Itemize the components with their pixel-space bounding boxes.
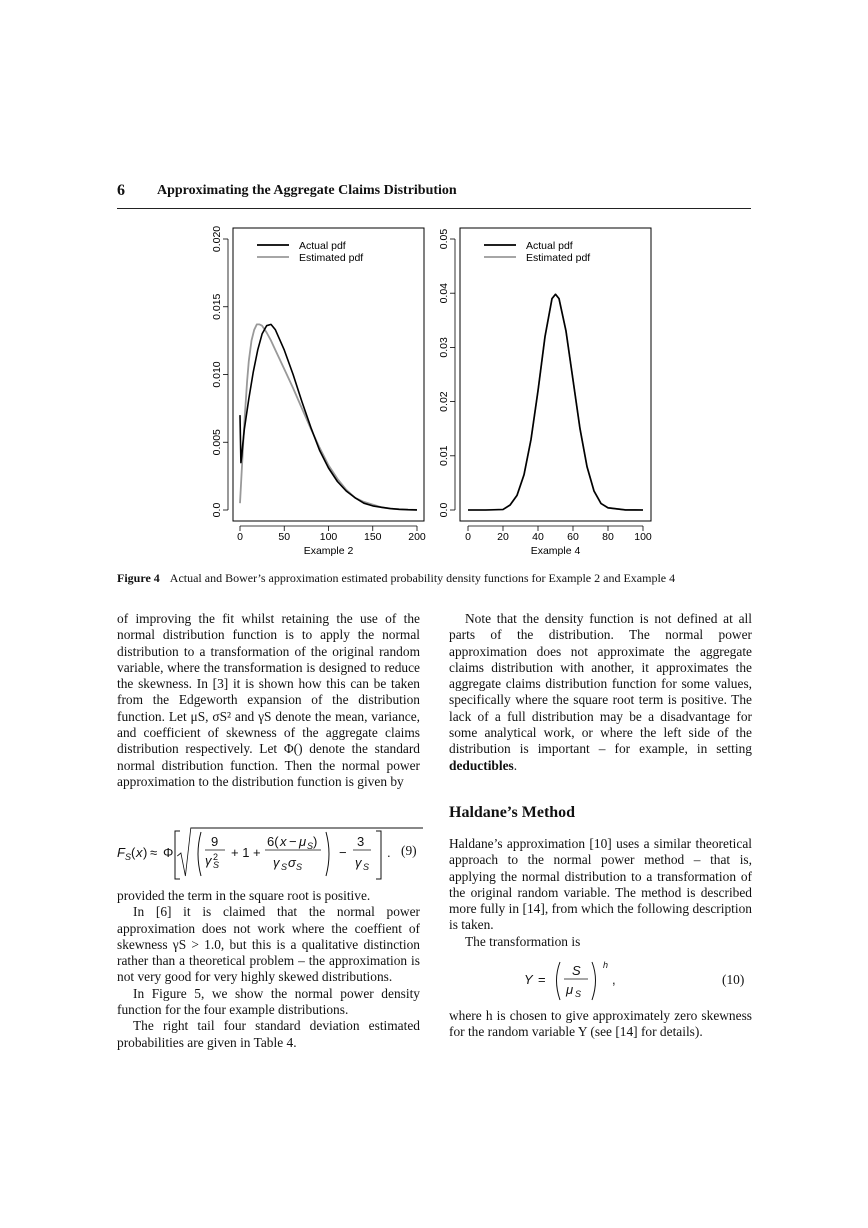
svg-text:,: , — [612, 972, 616, 987]
paragraph-left-2: provided the term in the square root is positive. — [117, 888, 371, 903]
svg-text:≈: ≈ — [150, 845, 158, 860]
x-tick-label: 0 — [237, 531, 243, 543]
series-line — [468, 294, 643, 510]
right-column-continued — [449, 836, 752, 950]
equation-9 — [117, 826, 423, 882]
svg-text:x: x — [280, 834, 287, 849]
svg-text:σ: σ — [288, 855, 296, 870]
chart-example-2 — [211, 226, 426, 557]
equation-10-number: (10) — [722, 972, 745, 987]
y-tick-label: 0.02 — [438, 391, 450, 412]
paragraph-right-3: The transformation is — [465, 933, 581, 949]
x-axis-label: Example 4 — [530, 545, 581, 557]
legend-label: Actual pdf — [299, 240, 346, 252]
svg-text:S: S — [125, 852, 132, 862]
y-tick-label: 0.0 — [211, 502, 223, 518]
running-title: Approximating the Aggregate Claims Distribution — [157, 183, 457, 198]
right-column — [449, 611, 752, 774]
plot-frame — [233, 228, 424, 521]
figure-caption — [117, 571, 757, 586]
y-tick-label: 0.01 — [438, 445, 450, 467]
svg-text:Φ: Φ — [163, 845, 174, 860]
svg-text:S: S — [296, 862, 303, 872]
equation-10 — [520, 956, 660, 1006]
paragraph-right-1: Note that the density function is not defined at all parts of the distribution. The normal power approximation does not approximate the aggregate claims distribution with another, it approximates the aggregate claims distribution function for some values, specifically where the square root term is positive. The lack of a full distribution may be a disadvantage for some analytical work, or where the left side of the distribution is important – for example, in setting deductibles. — [449, 611, 752, 773]
svg-text:h: h — [603, 960, 609, 970]
paragraph-left-1: of improving the fit whilst retaining the use of the normal distribution function is to apply the normal distribution to a transformation of the original random variable, where the transformation is designed to reduce the skewness. In [3] it is shown how this can be taken from the Edgeworth expansion of the distribution function. Let μS, σS² and γS denote the mean, variance, and coefficient of skewness of the aggregate claims distribution respectively. Let Φ() denote the standard normal distribution function. Then the normal power approximation to the distribution function is given by — [117, 611, 420, 789]
plot-frame — [460, 228, 651, 521]
left-column — [117, 611, 420, 790]
x-axis-label: Example 2 — [303, 545, 354, 557]
svg-text:μ: μ — [299, 834, 307, 849]
y-tick-label: 0.03 — [438, 337, 450, 358]
legend-label: Estimated pdf — [299, 252, 364, 264]
paragraph-left-4: In Figure 5, we show the normal power density function for the four example distributions. — [117, 985, 420, 1018]
x-tick-label: 50 — [278, 531, 291, 543]
x-tick-label: 100 — [319, 531, 338, 543]
svg-text:S: S — [213, 860, 220, 870]
paragraph-right-4: where h is chosen to give approximately zero skewness for the random variable Y (see [14] for details). — [449, 1008, 752, 1040]
svg-text:=: = — [538, 972, 546, 987]
svg-text:): ) — [313, 834, 318, 849]
figure-4 — [0, 0, 868, 570]
x-tick-label: 40 — [532, 531, 544, 543]
svg-text:.: . — [387, 845, 391, 860]
svg-text:9: 9 — [211, 834, 219, 849]
x-tick-label: 100 — [634, 531, 652, 543]
x-tick-label: 0 — [465, 531, 471, 543]
paragraph-right-2: Haldane’s approximation [10] uses a similar theoretical approach to the normal power method – that is, applying the normal distribution to a transformation of the original random variable. The method is described more fully in [14], from which the following description is taken. — [449, 836, 752, 933]
svg-text:γ: γ — [273, 855, 280, 870]
left-column-continued — [117, 888, 420, 1051]
equation-9-number: (9) — [401, 843, 417, 858]
svg-text:F: F — [117, 845, 125, 860]
chart-example-4 — [438, 228, 652, 557]
svg-text:S: S — [575, 989, 582, 999]
svg-text:γ: γ — [205, 853, 212, 868]
svg-text:(: ( — [131, 845, 136, 860]
svg-text:x: x — [136, 845, 143, 860]
svg-text:γ: γ — [355, 855, 362, 870]
x-tick-label: 20 — [497, 531, 509, 543]
caption-text: Actual and Bower’s approximation estimated probability density functions for Example 2 and Example 4 — [169, 571, 676, 585]
caption-label: Figure 4 — [117, 571, 160, 585]
page-number: 6 — [117, 182, 125, 199]
y-tick-label: 0.010 — [211, 361, 223, 388]
svg-text:2: 2 — [213, 852, 219, 862]
y-tick-label: 0.015 — [211, 293, 223, 320]
section-heading: Haldane’s Method — [449, 804, 576, 821]
right-column-end — [449, 1008, 752, 1041]
x-tick-label: 60 — [567, 531, 579, 543]
y-tick-label: 0.020 — [211, 225, 223, 253]
y-tick-label: 0.05 — [438, 228, 450, 250]
svg-text:−: − — [339, 845, 347, 860]
svg-text:3: 3 — [357, 834, 365, 849]
svg-text:+ 1 +: + 1 + — [231, 845, 261, 860]
y-tick-label: 0.04 — [438, 282, 450, 304]
legend-label: Estimated pdf — [526, 252, 591, 264]
svg-text:μ: μ — [566, 982, 574, 997]
svg-text:Y: Y — [524, 972, 533, 987]
svg-text:S: S — [572, 963, 581, 978]
x-tick-label: 80 — [602, 531, 614, 543]
series-line — [240, 324, 417, 510]
y-tick-label: 0.0 — [438, 502, 450, 518]
y-tick-label: 0.005 — [211, 429, 223, 456]
series-line — [468, 294, 643, 510]
paragraph-left-3: In [6] it is claimed that the normal power approximation does not work where the coeffient of skewness γS > 1.0, but this is a qualitative distinction rather than a theoretical problem – the approximation is not very good for very highly skewed distributions. — [117, 904, 420, 985]
series-line — [240, 324, 417, 510]
svg-text:S: S — [281, 862, 288, 872]
x-tick-label: 150 — [363, 531, 382, 543]
legend-label: Actual pdf — [526, 240, 573, 252]
svg-text:S: S — [363, 862, 370, 872]
x-tick-label: 200 — [408, 531, 426, 543]
paragraph-left-5: The right tail four standard deviation estimated probabilities are given in Table 4. — [117, 1018, 420, 1050]
svg-text:S: S — [307, 841, 314, 851]
svg-text:): ) — [143, 845, 148, 860]
bold-term: deductibles — [449, 757, 514, 773]
svg-text:6(: 6( — [267, 834, 279, 849]
svg-text:−: − — [289, 834, 297, 849]
